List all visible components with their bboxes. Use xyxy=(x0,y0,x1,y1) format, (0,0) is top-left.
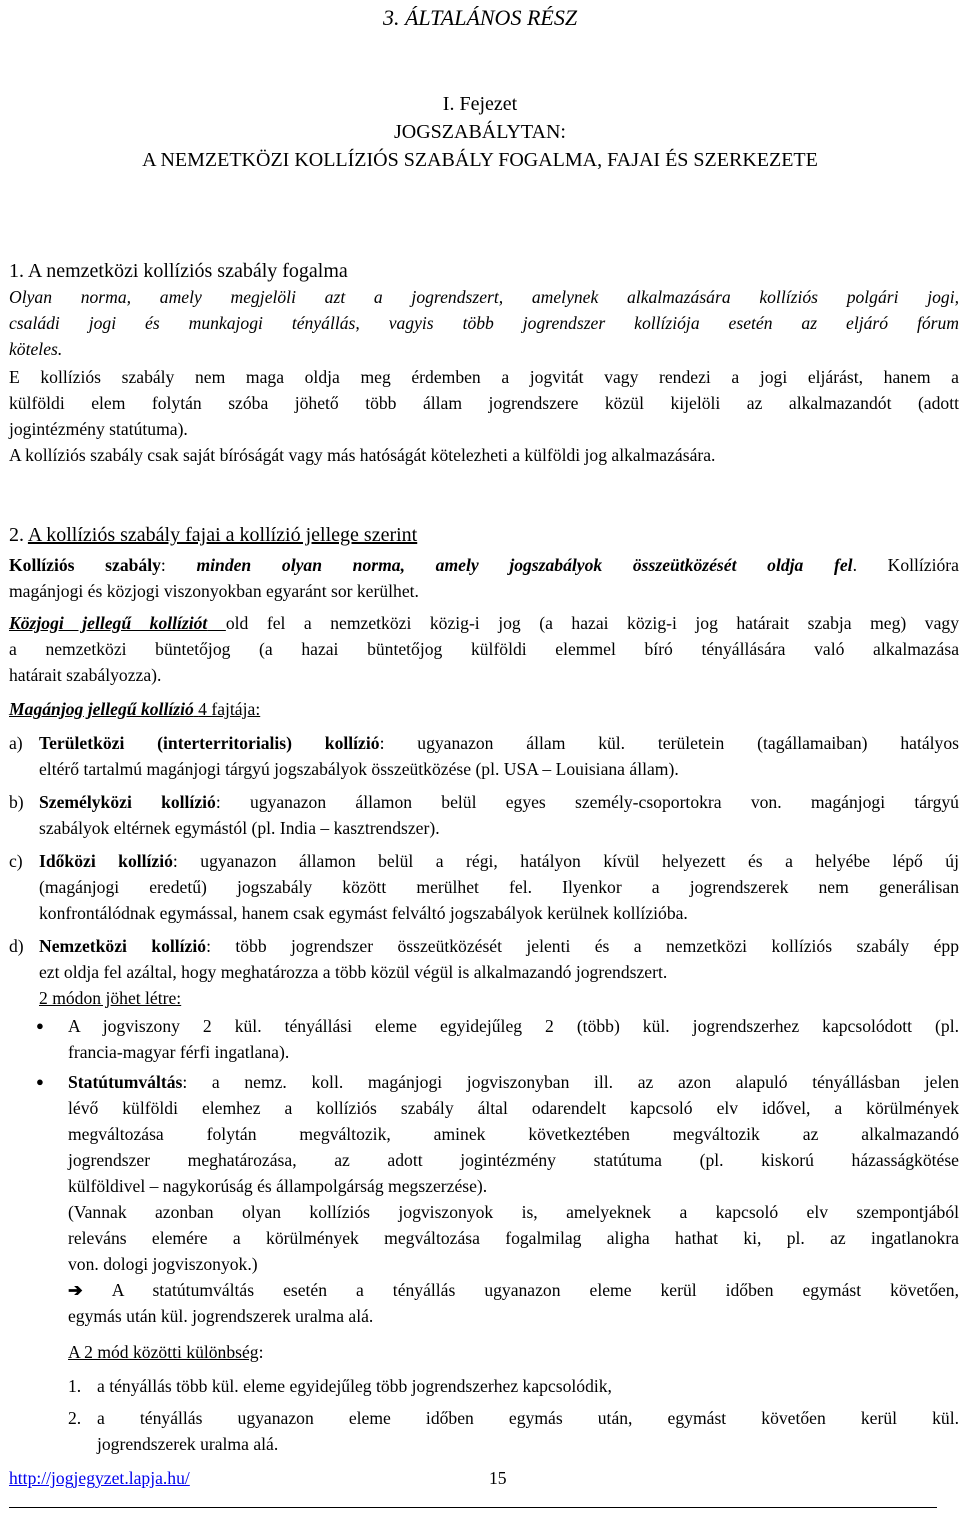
item-d-label: d) xyxy=(9,936,24,956)
item-c-label: c) xyxy=(9,851,23,871)
maganjog-heading xyxy=(9,697,959,721)
section-2-title: A kollíziós szabály fajai a kollízió jellege szerint xyxy=(27,524,418,546)
s2-definition-colon: : xyxy=(160,555,166,575)
footer-rule xyxy=(9,1507,937,1508)
bullet-2-line-4: jogrendszer meghatározása, az adott jogintézmény statútuma (pl. kiskorú házasságkötése xyxy=(68,1150,959,1170)
bullet-1-line-2: francia-magyar férfi ingatlana). xyxy=(68,1042,290,1062)
item-a-line-2: eltérő tartalmú magánjogi tárgyú jogszabályok összeütközése (pl. USA – Louisiana állam). xyxy=(39,759,679,779)
item-c-line-1-rest: : ugyanazon államon belül a régi, hatályon kívül helyezett és a helyébe lépő új xyxy=(172,851,959,871)
item-c-line-2: (magánjogi eredetű) jogszabály között merülhet fel. Ilyenkor a jogrendszerek nem generálisan xyxy=(39,877,959,897)
item-b-line-1 xyxy=(39,790,959,814)
section-1-heading: 1. A nemzetközi kollíziós szabály fogalma xyxy=(9,260,348,282)
bullet-2-note-line-3: von. dologi jogviszonyok.) xyxy=(68,1254,258,1274)
chapter-title: I. Fejezet xyxy=(442,93,518,115)
item-d-line-1-rest: : több jogrendszer összeütközését jelenti és a nemzetközi kollíziós szabály épp xyxy=(206,936,959,956)
bullet-2-note-line-1: (Vannak azonban olyan kollíziós jogviszonyok is, amelyeknek a kapcsoló elv szempontjából xyxy=(68,1202,959,1222)
numbered-2-line-1: a tényállás ugyanazon eleme időben egymás után, egymást követően kerül kül. xyxy=(97,1408,959,1428)
maganjog-rest: 4 fajtája: xyxy=(198,699,261,719)
item-a-line-1 xyxy=(39,731,959,755)
item-b-term: Személyközi kollízió xyxy=(39,792,216,812)
paragraph-1-line-1: E kollíziós szabály nem maga oldja meg érdemben a jogvitát vagy rendezi a jogi eljárást, hanem a xyxy=(9,367,959,387)
numbered-2-label: 2. xyxy=(68,1408,82,1428)
chapter-subtitle-1: JOGSZABÁLYTAN: xyxy=(394,121,566,143)
section-2-heading xyxy=(9,522,959,548)
maganjog-term: Magánjog jellegű kollízió xyxy=(9,699,194,719)
section-2-number: 2. xyxy=(9,524,24,546)
definition-line-2: családi jogi és munkajogi tényállás, vagyis több jogrendszer kollíziója esetén az eljáró fórum xyxy=(9,313,959,333)
item-a-term: Területközi (interterritorialis) kollízió xyxy=(39,733,380,753)
definition-line-1: Olyan norma, amely megjelöli azt a jogrendszert, amelynek alkalmazására kollíziós polgári jogi, xyxy=(9,287,959,307)
arrow-line-1-text: A statútumváltás esetén a tényállás ugyanazon eleme kerül időben egymást követően, xyxy=(111,1280,959,1300)
arrow-line-1 xyxy=(68,1278,959,1302)
definition-line-3: köteles. xyxy=(9,339,63,359)
bullet-2-term: Statútumváltás xyxy=(68,1072,183,1092)
item-c-line-1 xyxy=(39,849,959,873)
item-d-line-1 xyxy=(39,934,959,958)
item-c-term: Időközi kollízió xyxy=(39,851,173,871)
kozjogi-line-2: a nemzetközi büntetőjog (a hazai büntetőjog külföldi elemmel bíró tényállására való alkalmazása xyxy=(9,639,959,659)
paragraph-2: A kollíziós szabály csak saját bíróságát vagy más hatóságát kötelezheti a külföldi jog alkalmazására. xyxy=(9,445,716,465)
bullet-2-line-1-rest: : a nemz. koll. magánjogi jogviszonyban ill. az azon alapuló tényállásban jelen xyxy=(182,1072,959,1092)
s2-definition-text: minden olyan norma, amely jogszabályok összeütközését oldja fel xyxy=(196,555,853,575)
part-title: 3. ÁLTALÁNOS RÉSZ xyxy=(382,5,578,30)
item-b-line-1-rest: : ugyanazon államon belül egyes személy-csoportokra von. magánjogi tárgyú xyxy=(215,792,959,812)
bullet-2-note-line-2: releváns elemére a körülmények megváltozása fogalmilag aligha hathat ki, pl. az ingatlanokra xyxy=(68,1228,959,1248)
kozjogi-term: Közjogi jellegű kollíziót xyxy=(9,613,208,633)
page-number: 15 xyxy=(489,1468,507,1488)
s2-definition-line-1 xyxy=(9,553,959,577)
footer-url-link[interactable]: http://jogjegyzet.lapja.hu/ xyxy=(9,1468,190,1488)
s2-definition-term: Kollíziós szabály xyxy=(9,555,161,575)
kozjogi-line-3: határait szabályozza). xyxy=(9,665,162,685)
s2-definition-tail: . Kollízióra xyxy=(852,555,959,575)
kozjogi-line-1 xyxy=(9,611,959,635)
bullet-icon: ● xyxy=(36,1018,44,1033)
diff-heading-text: A 2 mód közötti különbség xyxy=(68,1342,259,1362)
arrow-right-icon: ➔ xyxy=(68,1280,83,1300)
item-c-line-3: konfrontálódnak egymással, hanem csak egymást felváltó jogszabályok kerülnek kollízióba. xyxy=(39,903,688,923)
numbered-2-line-2: jogrendszerek uralma alá. xyxy=(97,1434,279,1454)
bullet-2-line-3: megváltozása folytán megváltozik, aminek következtében megváltozik az alkalmazandó xyxy=(68,1124,959,1144)
kozjogi-line-1-rest: old fel a nemzetközi közig-i jog (a hazai közig-i jog határait szabja meg) vagy xyxy=(225,613,959,633)
paragraph-1-line-2: külföldi elem folytán szóba jöhető több állam jogrendszere közül kijelöli az alkalmazandót (adott xyxy=(9,393,959,413)
bullet-1-line-1: A jogviszony 2 kül. tényállási eleme egyidejűleg 2 (több) kül. jogrendszerhez kapcsolódott (pl. xyxy=(68,1016,959,1036)
item-b-line-2: szabályok eltérnek egymástól (pl. India – kasztrendszer). xyxy=(39,818,440,838)
bullet-2-line-1 xyxy=(68,1070,959,1094)
chapter-subtitle-2: A NEMZETKÖZI KOLLÍZIÓS SZABÁLY FOGALMA, FAJAI ÉS SZERKEZETE xyxy=(142,149,818,171)
diff-heading-colon: : xyxy=(258,1342,264,1362)
paragraph-1-line-3: jogintézmény statútuma). xyxy=(9,419,188,439)
arrow-line-2: egymás után kül. jogrendszerek uralma alá. xyxy=(68,1306,374,1326)
bullet-2-line-2: lévő külföldi elemhez a kollíziós szabály által odarendelt kapcsoló elv idővel, a körülmények xyxy=(68,1098,959,1118)
item-d-modes: 2 módon jöhet létre: xyxy=(39,988,182,1008)
item-a-line-1-rest: : ugyanazon állam kül. területein (tagállamaiban) hatályos xyxy=(379,733,959,753)
item-d-line-2: ezt oldja fel azáltal, hogy meghatározza a több közül végül is alkalmazandó jogrendszert. xyxy=(39,962,668,982)
item-d-term: Nemzetközi kollízió xyxy=(39,936,207,956)
s2-definition-line-2: magánjogi és közjogi viszonyokban egyaránt sor kerülhet. xyxy=(9,581,419,601)
item-b-label: b) xyxy=(9,792,24,812)
diff-heading xyxy=(68,1340,959,1364)
item-a-label: a) xyxy=(9,733,23,753)
numbered-1-label: 1. xyxy=(68,1376,82,1396)
numbered-1-text: a tényállás több kül. eleme egyidejűleg több jogrendszerhez kapcsolódik, xyxy=(97,1376,612,1396)
bullet-2-line-5: külföldivel – nagykorúság és állampolgárság megszerzése). xyxy=(68,1176,488,1196)
bullet-icon: ● xyxy=(36,1074,44,1089)
